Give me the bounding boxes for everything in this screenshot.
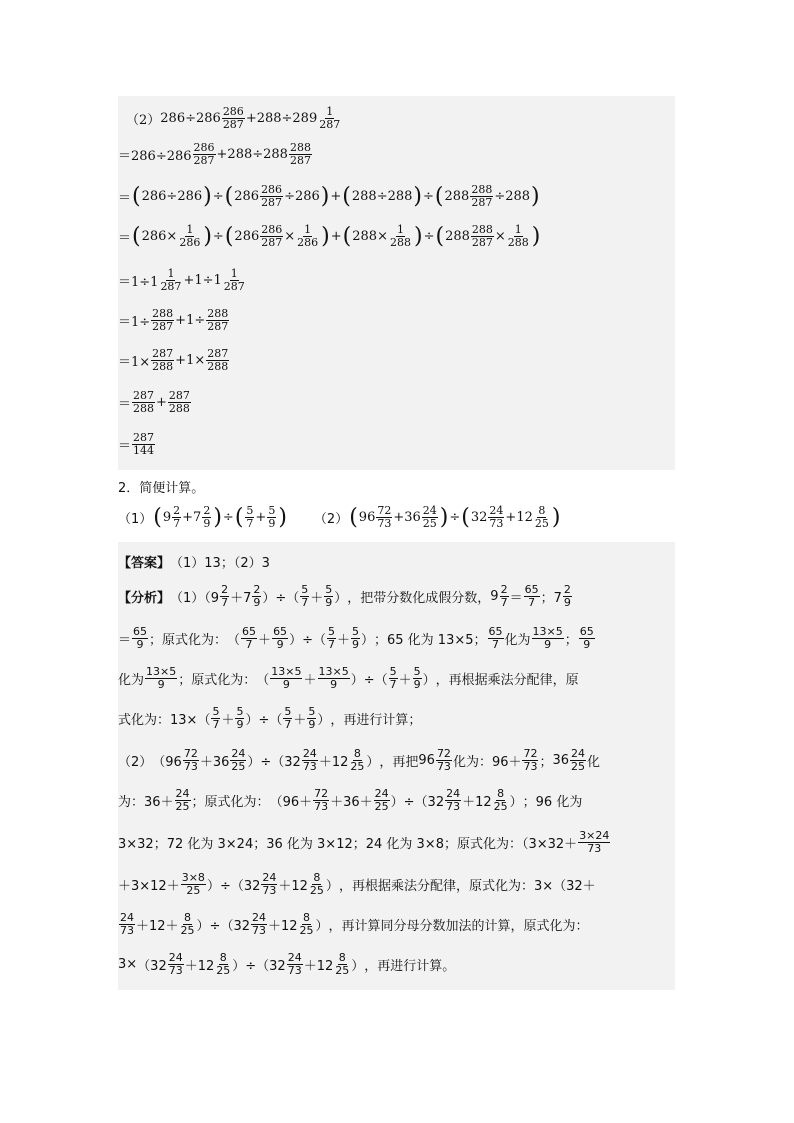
analysis-text: 化为 (118, 673, 145, 688)
analysis-text: ，再根据乘法分配律，原式化为：3×（32＋ (338, 879, 596, 894)
analysis-text: 化为 (504, 633, 531, 648)
analysis-text: ，再根据乘法分配律，原 (435, 673, 579, 688)
part-label: （2） (126, 113, 161, 128)
analysis-text: ；96 化为 (522, 795, 583, 810)
step-line-3: ＝ ( 286× $\frac{1}{286}$ ) ÷ ( 286 $\frac{286}{287}$ × $\frac{1}{286}$ ) + ( 288× $\frac{1}{288}$ ) ÷ ( 288 $\frac{288}{287}$ × $\frac{1}{288}$ ) (118, 223, 541, 249)
step-line-5: ＝1÷ $\frac{288}{287}$ +1÷ $\frac{288}{287}$ (118, 307, 229, 333)
answer-tag: 【答案】 (118, 556, 171, 571)
step-line-4: ＝1÷1 $\frac{1}{287}$ +1÷1 $\frac{1}{287}$ (118, 267, 245, 293)
step-line-6: ＝1× $\frac{287}{288}$ +1× $\frac{287}{288}$ (118, 347, 229, 373)
analysis-text: ，再进行计算； (330, 713, 422, 728)
item-1-label: （1） (118, 512, 153, 527)
analysis-line-3: 化为 $\frac{13\times 5}{9}$ ；原式化为： （ $\frac{13\times 5}{9}$ ＋ $\frac{13\times 5}{9}$ ）÷（ $\frac{5}{7}$ ＋ $\frac{5}{9}$ ） ，再根据乘法分配律，原 (118, 665, 579, 691)
analysis-line-1: 【分析】 （1）（9 $\frac{2}{7}$ ＋7 $\frac{2}{9}$ ）÷（ $\frac{5}{7}$ ＋ $\frac{5}{9}$ ） ，把带分数化成假分数， 9 $\frac{2}{7}$ ＝ $\frac{65}{7}$ ；7 $\frac{2}{9}$ (118, 583, 571, 609)
analysis-line-4: 式化为：13× （ $\frac{5}{7}$ ＋ $\frac{5}{9}$ ）÷（ $\frac{5}{7}$ ＋ $\frac{5}{9}$ ） ，再进行计算； (118, 705, 422, 731)
analysis-text: ；原式化为： (191, 795, 270, 810)
question-heading (118, 477, 204, 496)
analysis-tag: 【分析】 (118, 591, 171, 606)
analysis-line-9: $\frac{24}{73}$ ＋12＋ $\frac{8}{25}$ ）÷（32 $\frac{24}{73}$ ＋12 $\frac{8}{25}$ ） ，再计算同分母分数加法的计算，原式化为： (120, 911, 589, 937)
analysis-text: ；原式化为： (178, 673, 257, 688)
answer-line (118, 552, 270, 571)
analysis-text: 式化为：13× (118, 713, 198, 728)
analysis-line-2: ＝ $\frac{65}{9}$ ；原式化为： （ $\frac{65}{7}$ ＋ $\frac{65}{9}$ ）÷（ $\frac{5}{7}$ ＋ $\frac{5}{9}$ ） ；65 化为 13×5； $\frac{65}{7}$ 化为 $\frac{13\times 5}{9}$ ； $\frac{65}{9}$ (118, 625, 594, 651)
answer-text: （1）13；（2）3 (170, 556, 270, 571)
analysis-line-10: 3× （32 $\frac{24}{73}$ ＋12 $\frac{8}{25}$ ）÷（32 $\frac{24}{73}$ ＋12 $\frac{8}{25}$ ） ，再进行计算。 (118, 951, 456, 977)
analysis-text: 3×32；72 化为 3×24；36 化为 3×12；24 化为 3×8；原式化为：（3×32＋ (118, 837, 578, 852)
item-2-label: （2） (313, 512, 349, 527)
analysis-line-6: 为：36＋ $\frac{24}{25}$ ；原式化为： （96＋ $\frac{72}{73}$ ＋36＋ $\frac{24}{25}$ ）÷（32 $\frac{24}{73}$ ＋12 $\frac{8}{25}$ ） ；96 化为 (118, 787, 583, 813)
solution-panel-top (118, 96, 675, 470)
analysis-line-5: （2） （96 $\frac{72}{73}$ ＋36 $\frac{24}{25}$ ）÷（32 $\frac{24}{73}$ ＋12 $\frac{8}{25}$ ） ，再把 96 $\frac{72}{73}$ 化为：96＋ $\frac{72}{73}$ ； 36 $\frac{24}{25}$ 化 (118, 747, 601, 773)
question-number: 2．简便计算。 (118, 481, 205, 496)
step-line-8: ＝ $\frac{287}{144}$ (118, 431, 155, 457)
analysis-text: ，再计算同分母分数加法的计算，原式化为： (328, 919, 589, 934)
analysis-text: 为：36＋ (118, 795, 174, 810)
analysis-text: 化 (587, 755, 601, 770)
analysis-text: ，再进行计算。 (364, 959, 456, 974)
step-line-2: ＝ ( 286÷286 ) ÷ ( 286 $\frac{286}{287}$ ÷286 ) + ( 288÷288 ) ÷ ( 288 $\frac{288}{287}$ ÷288 ) (118, 183, 540, 209)
step-line-7: ＝ $\frac{287}{288}$ + $\frac{287}{288}$ (118, 389, 190, 415)
analysis-text: ，把带分数化成假分数， (347, 591, 491, 606)
analysis-text: 化为：96＋ (452, 755, 522, 770)
step-line-0: （2） 286÷286 $\frac{286}{287}$ +288÷289 $\frac{1}{287}$ (126, 105, 341, 131)
analysis-line-8: ＋3×12＋ $\frac{3\times 8}{25}$ ）÷（32 $\frac{24}{73}$ ＋12 $\frac{8}{25}$ ） ，再根据乘法分配律，原式化为：3×（32＋ (118, 871, 596, 897)
analysis-text: 3× (118, 957, 138, 972)
analysis-line-7: 3×32；72 化为 3×24；36 化为 3×12；24 化为 3×8；原式化为：（3×32＋ $\frac{3\times 24}{73}$ (118, 829, 610, 855)
step-line-1: ＝286÷286 $\frac{286}{287}$ +288÷288 $\frac{288}{287}$ (118, 141, 311, 167)
question-items: （1） ( 9 $\frac{2}{7}$ +7 $\frac{2}{9}$ ) ÷ ( $\frac{5}{7}$ + $\frac{5}{9}$ ) （2） ( 96 $\frac{72}{73}$ +36 $\frac{24}{25}$ ) ÷ ( 32 $\frac{24}{73}$ +12 $\frac{8}{25}$ ) (118, 504, 561, 530)
analysis-text: ，再把 (379, 755, 419, 770)
analysis-text: （2） (118, 755, 153, 770)
analysis-text: ； (539, 755, 553, 770)
analysis-text: ；65 化为 13×5； (374, 633, 487, 648)
analysis-text: ；原式化为： (149, 633, 228, 648)
analysis-panel (118, 542, 675, 990)
analysis-text: ； (564, 633, 578, 648)
